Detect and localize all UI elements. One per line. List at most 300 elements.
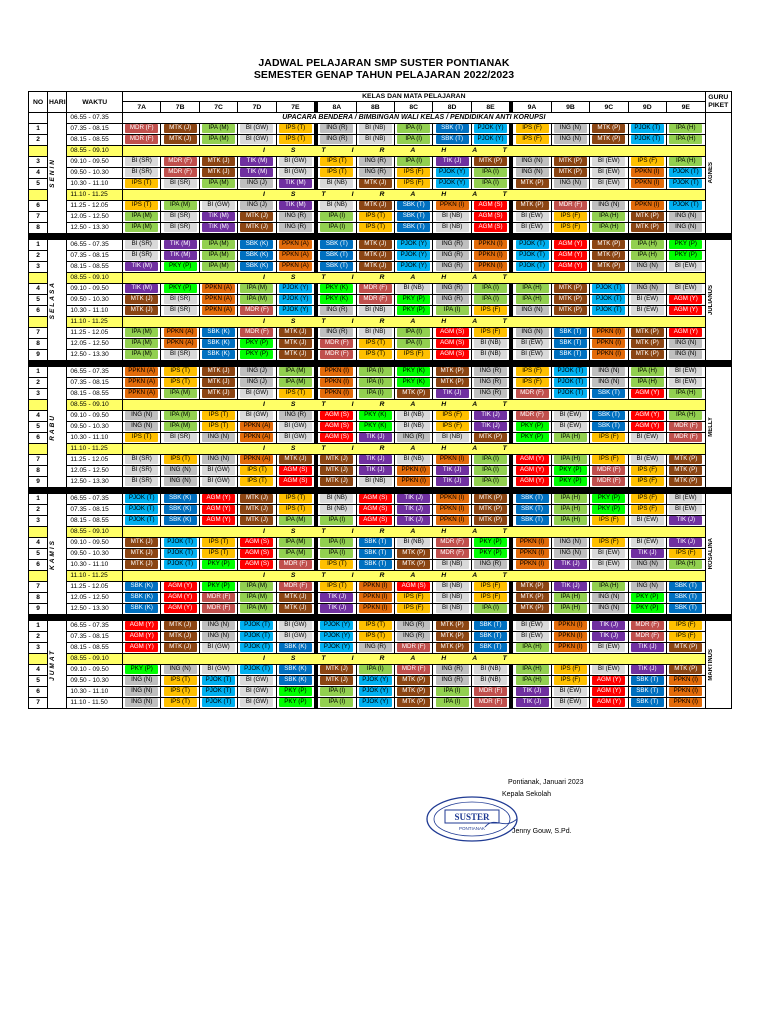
subject-cell [513, 455, 551, 466]
subject-label: MTK (J) [125, 560, 158, 569]
subject-cell [433, 339, 471, 350]
subject-cell [238, 538, 276, 549]
subject-label: ING (J) [240, 367, 273, 376]
subject-cell [356, 538, 394, 549]
subject-label: MTK (P) [631, 212, 664, 221]
subject-label: MTK (J) [320, 676, 353, 685]
subject-label: TIK (M) [240, 157, 273, 166]
subject-cell [628, 135, 666, 146]
subject-cell [666, 516, 705, 527]
subject-cell [590, 124, 628, 135]
subject-label: IPA (I) [320, 687, 353, 696]
time-slot: 09.10 - 09.50 [67, 665, 123, 676]
subject-cell [318, 632, 356, 643]
subject-cell [433, 157, 471, 168]
subject-cell [318, 168, 356, 179]
subject-label: PJOK (T) [240, 632, 273, 641]
subject-cell [318, 665, 356, 676]
subject-label: PKY (P) [279, 687, 312, 696]
subject-cell [628, 582, 666, 593]
time-slot: 09.50 - 10.30 [67, 168, 123, 179]
row-number [29, 527, 48, 538]
time-slot: 09.10 - 09.50 [67, 411, 123, 422]
subject-label: MTK (J) [279, 339, 312, 348]
subject-cell [356, 433, 394, 444]
subject-label: ING (R) [320, 328, 353, 337]
time-slot: 08.15 - 08.55 [67, 643, 123, 654]
subject-label: BI (SR) [125, 251, 158, 260]
subject-cell [199, 494, 237, 505]
subject-label: PJOK (T) [125, 505, 158, 514]
subject-label: AGM (Y) [516, 466, 549, 475]
subject-cell [395, 466, 433, 477]
subject-cell [318, 212, 356, 223]
subject-cell [471, 433, 509, 444]
subject-cell [161, 593, 199, 604]
subject-cell [590, 516, 628, 527]
class-header-8d: 8D [433, 102, 471, 113]
subject-label: IPA (M) [202, 135, 235, 144]
subject-cell [199, 665, 237, 676]
table-row [29, 284, 732, 295]
subject-label: PPKN (A) [164, 328, 197, 337]
subject-label: PJOK (Y) [436, 179, 469, 188]
table-row [29, 212, 732, 223]
subject-label: ING (R) [397, 433, 430, 442]
subject-label: AGM (Y) [631, 411, 664, 420]
subject-label: BI (GW) [240, 687, 273, 696]
subject-cell [628, 466, 666, 477]
subject-label: AGM (Y) [125, 632, 158, 641]
subject-label: AGM (S) [240, 538, 273, 547]
subject-label: MTK (J) [359, 240, 392, 249]
subject-cell [318, 262, 356, 273]
subject-cell [161, 411, 199, 422]
subject-label: IPS (T) [320, 582, 353, 591]
subject-label: PPKN (I) [592, 328, 625, 337]
subject-cell [551, 698, 589, 709]
subject-cell [318, 201, 356, 212]
row-number: 8 [29, 593, 48, 604]
subject-label: IPS (T) [202, 422, 235, 431]
subject-label: MTK (P) [436, 632, 469, 641]
subject-label: BI (SR) [125, 466, 158, 475]
subject-label: AGM (Y) [554, 240, 587, 249]
time-slot: 12.05 - 12.50 [67, 212, 123, 223]
subject-label: PPKN (I) [436, 505, 469, 514]
subject-cell [356, 284, 394, 295]
subject-label: PJOK (T) [631, 124, 664, 133]
subject-cell [590, 621, 628, 632]
subject-label: TIK (J) [474, 422, 507, 431]
subject-label: MDR (F) [516, 389, 549, 398]
subject-label: BI (EW) [669, 494, 702, 503]
subject-cell [471, 516, 509, 527]
subject-label: IPA (I) [320, 223, 353, 232]
subject-cell [318, 223, 356, 234]
subject-label: MTK (J) [320, 665, 353, 674]
subject-cell [666, 643, 705, 654]
subject-cell [395, 665, 433, 676]
subject-label: MDR (F) [359, 295, 392, 304]
table-row [29, 389, 732, 400]
subject-label: SBK (T) [631, 698, 664, 707]
subject-cell [590, 212, 628, 223]
subject-cell [199, 240, 237, 251]
subject-cell [590, 687, 628, 698]
subject-cell [395, 676, 433, 687]
subject-label: BI (GW) [279, 168, 312, 177]
subject-cell [123, 665, 161, 676]
row-number: 2 [29, 378, 48, 389]
subject-label: PJOK (T) [202, 687, 235, 696]
subject-cell [123, 179, 161, 190]
subject-cell [513, 212, 551, 223]
subject-cell [199, 306, 237, 317]
subject-cell [238, 240, 276, 251]
subject-cell [238, 643, 276, 654]
subject-cell [238, 262, 276, 273]
subject-cell [395, 422, 433, 433]
subject-cell [238, 328, 276, 339]
subject-label: PJOK (Y) [474, 124, 507, 133]
subject-label: IPS (T) [164, 687, 197, 696]
table-row [29, 527, 732, 538]
subject-cell [161, 389, 199, 400]
page-subtitle: SEMESTER GENAP TAHUN PELAJARAN 2022/2023 [253, 69, 515, 81]
subject-label: ING (R) [436, 665, 469, 674]
subject-cell [161, 124, 199, 135]
subject-cell [199, 643, 237, 654]
subject-label: SBK (T) [397, 223, 430, 232]
day-name-label: JUMAT [49, 648, 57, 681]
subject-label: PJOK (Y) [320, 643, 353, 652]
subject-label: PJOK (T) [631, 135, 664, 144]
subject-label: BI (EW) [592, 560, 625, 569]
subject-label: PJOK (T) [516, 251, 549, 260]
subject-cell [238, 284, 276, 295]
subject-label: ING (R) [397, 632, 430, 641]
subject-cell [628, 378, 666, 389]
subject-cell [161, 433, 199, 444]
subject-cell [471, 698, 509, 709]
subject-label: IPS (T) [320, 168, 353, 177]
table-row [29, 516, 732, 527]
subject-cell [628, 632, 666, 643]
subject-label: ING (N) [516, 157, 549, 166]
subject-label: BI (NB) [436, 433, 469, 442]
class-header-7d: 7D [238, 102, 276, 113]
day-name [48, 621, 67, 709]
subject-cell [238, 411, 276, 422]
subject-cell [666, 179, 705, 190]
subject-label: ING (N) [554, 538, 587, 547]
subject-cell [123, 367, 161, 378]
row-number: 8 [29, 339, 48, 350]
subject-cell [471, 284, 509, 295]
subject-label: BI (EW) [669, 367, 702, 376]
subject-cell [161, 466, 199, 477]
subject-label: ING (N) [554, 549, 587, 558]
subject-label: ING (N) [125, 698, 158, 707]
subject-label: ING (N) [631, 262, 664, 271]
subject-label: ING (R) [436, 676, 469, 685]
subject-cell [356, 201, 394, 212]
subject-cell [666, 124, 705, 135]
subject-cell [238, 582, 276, 593]
subject-label: BI (EW) [592, 179, 625, 188]
subject-cell [590, 411, 628, 422]
subject-cell [628, 262, 666, 273]
class-header-9c: 9C [590, 102, 628, 113]
subject-cell [551, 223, 589, 234]
subject-cell [123, 223, 161, 234]
subject-cell [395, 367, 433, 378]
subject-label: BI (GW) [279, 433, 312, 442]
subject-cell [471, 549, 509, 560]
subject-label: TIK (J) [631, 549, 664, 558]
subject-label: SBK (T) [474, 643, 507, 652]
subject-cell [628, 306, 666, 317]
subject-cell [318, 367, 356, 378]
subject-label: AGM (S) [320, 411, 353, 420]
subject-cell [123, 632, 161, 643]
subject-label: MTK (J) [164, 135, 197, 144]
subject-label: PPKN (A) [202, 295, 235, 304]
subject-cell [395, 168, 433, 179]
subject-label: PPKN (A) [240, 455, 273, 464]
break-row: ISTIRAHAT [123, 400, 706, 411]
subject-label: IPA (I) [359, 367, 392, 376]
row-number: 7 [29, 328, 48, 339]
subject-cell [433, 168, 471, 179]
subject-label: SBK (T) [436, 135, 469, 144]
subject-label: IPA (M) [125, 339, 158, 348]
subject-cell [433, 135, 471, 146]
subject-cell [318, 621, 356, 632]
subject-label: MDR (F) [125, 124, 158, 133]
subject-cell [276, 179, 314, 190]
row-number: 4 [29, 665, 48, 676]
subject-label: AGM (S) [240, 549, 273, 558]
subject-label: PKY (P) [202, 560, 235, 569]
subject-label: ING (N) [202, 433, 235, 442]
subject-label: SBK (T) [516, 516, 549, 525]
subject-cell [161, 477, 199, 488]
subject-cell [433, 262, 471, 273]
time-slot: 08.55 - 09.10 [67, 146, 123, 157]
subject-cell [513, 262, 551, 273]
subject-cell [666, 505, 705, 516]
subject-cell [395, 339, 433, 350]
subject-label: BI (EW) [554, 687, 587, 696]
subject-label: TIK (J) [320, 593, 353, 602]
subject-label: ING (N) [164, 665, 197, 674]
subject-cell [199, 251, 237, 262]
subject-label: MDR (F) [125, 135, 158, 144]
subject-label: MDR (F) [474, 698, 507, 707]
subject-cell [551, 411, 589, 422]
subject-cell [161, 604, 199, 615]
subject-cell [123, 505, 161, 516]
table-row [29, 317, 732, 328]
subject-label: MDR (F) [320, 339, 353, 348]
subject-label: IPA (H) [554, 455, 587, 464]
subject-label: ING (R) [279, 411, 312, 420]
subject-label: IPS (F) [592, 433, 625, 442]
subject-cell [318, 560, 356, 571]
day-name-label: RABU [49, 413, 57, 441]
subject-label: AGM (Y) [669, 295, 702, 304]
subject-label: IPS (F) [397, 593, 430, 602]
subject-label: IPA (H) [554, 494, 587, 503]
subject-cell [161, 367, 199, 378]
subject-cell [318, 350, 356, 361]
sign-name: Jenny Gouw, S.Pd. [512, 828, 572, 835]
subject-cell [513, 389, 551, 400]
time-slot: 07.35 - 08.15 [67, 124, 123, 135]
subject-label: PJOK (Y) [320, 632, 353, 641]
row-number: 6 [29, 201, 48, 212]
subject-cell [238, 367, 276, 378]
subject-cell [238, 422, 276, 433]
class-header-9e: 9E [666, 102, 705, 113]
subject-cell [471, 306, 509, 317]
subject-cell [551, 212, 589, 223]
class-header-8a: 8A [318, 102, 356, 113]
subject-cell [628, 665, 666, 676]
subject-cell [161, 621, 199, 632]
subject-cell [395, 604, 433, 615]
subject-cell [590, 422, 628, 433]
subject-cell [318, 422, 356, 433]
subject-cell [276, 284, 314, 295]
subject-label: ING (N) [631, 582, 664, 591]
subject-label: IPS (F) [592, 538, 625, 547]
subject-cell [513, 505, 551, 516]
subject-label: TIK (J) [397, 494, 430, 503]
row-number [29, 273, 48, 284]
subject-cell [318, 698, 356, 709]
subject-cell [123, 477, 161, 488]
table-row [29, 411, 732, 422]
subject-cell [199, 389, 237, 400]
time-slot: 11.25 - 12.05 [67, 328, 123, 339]
subject-cell [590, 676, 628, 687]
subject-label: BI (NB) [359, 135, 392, 144]
time-slot: 08.55 - 09.10 [67, 273, 123, 284]
subject-cell [513, 168, 551, 179]
subject-label: AGM (S) [436, 350, 469, 359]
class-header-8c: 8C [395, 102, 433, 113]
row-number: 5 [29, 676, 48, 687]
subject-cell [628, 201, 666, 212]
subject-cell [161, 135, 199, 146]
subject-cell [551, 549, 589, 560]
subject-label: PKY (P) [592, 494, 625, 503]
table-row [29, 146, 732, 157]
subject-cell [471, 378, 509, 389]
subject-label: ING (N) [164, 477, 197, 486]
class-header-9b: 9B [551, 102, 589, 113]
subject-label: PJOK (T) [125, 516, 158, 525]
table-row [29, 378, 732, 389]
subject-label: BI (GW) [240, 135, 273, 144]
subject-cell [551, 367, 589, 378]
subject-cell [318, 339, 356, 350]
subject-cell [276, 201, 314, 212]
subject-label: IPA (M) [279, 378, 312, 387]
subject-label: AGM (S) [474, 212, 507, 221]
subject-label: IPS (F) [474, 328, 507, 337]
subject-cell [318, 179, 356, 190]
subject-cell [123, 582, 161, 593]
subject-label: PKY (P) [202, 582, 235, 591]
subject-label: SBK (K) [164, 494, 197, 503]
subject-cell [471, 494, 509, 505]
subject-cell [238, 549, 276, 560]
subject-label: PJOK (T) [669, 179, 702, 188]
subject-cell [123, 378, 161, 389]
subject-label: IPA (M) [164, 422, 197, 431]
subject-cell [318, 240, 356, 251]
subject-label: IPA (M) [202, 262, 235, 271]
subject-cell [395, 306, 433, 317]
subject-label: IPA (H) [669, 560, 702, 569]
subject-cell [318, 604, 356, 615]
subject-label: IPS (F) [631, 157, 664, 166]
subject-cell [356, 411, 394, 422]
subject-cell [513, 422, 551, 433]
subject-label: IPS (F) [397, 350, 430, 359]
row-number: 6 [29, 433, 48, 444]
subject-cell [666, 135, 705, 146]
subject-cell [356, 466, 394, 477]
subject-cell [276, 516, 314, 527]
subject-cell [238, 621, 276, 632]
subject-label: PPKN (I) [320, 378, 353, 387]
subject-cell [318, 433, 356, 444]
subject-label: AGM (Y) [202, 494, 235, 503]
subject-cell [199, 687, 237, 698]
subject-cell [276, 212, 314, 223]
subject-cell [356, 593, 394, 604]
subject-label: BI (NB) [320, 201, 353, 210]
subject-cell [628, 295, 666, 306]
time-slot: 10.30 - 11.10 [67, 687, 123, 698]
row-number [29, 146, 48, 157]
subject-label: PPKN (I) [474, 262, 507, 271]
subject-cell [433, 687, 471, 698]
subject-cell [161, 339, 199, 350]
subject-label: SBK (T) [359, 538, 392, 547]
subject-label: SBK (K) [240, 251, 273, 260]
time-slot: 09.50 - 10.30 [67, 422, 123, 433]
table-row [29, 687, 732, 698]
subject-cell [123, 240, 161, 251]
subject-label: TIK (M) [125, 262, 158, 271]
subject-label: MDR (F) [592, 466, 625, 475]
subject-cell [276, 411, 314, 422]
subject-label: IPA (I) [436, 306, 469, 315]
subject-label: IPA (I) [320, 698, 353, 707]
day-name [48, 494, 67, 615]
row-number: 5 [29, 422, 48, 433]
subject-label: MDR (F) [669, 422, 702, 431]
row-number: 5 [29, 549, 48, 560]
subject-label: ING (N) [202, 455, 235, 464]
subject-label: BI (EW) [592, 643, 625, 652]
